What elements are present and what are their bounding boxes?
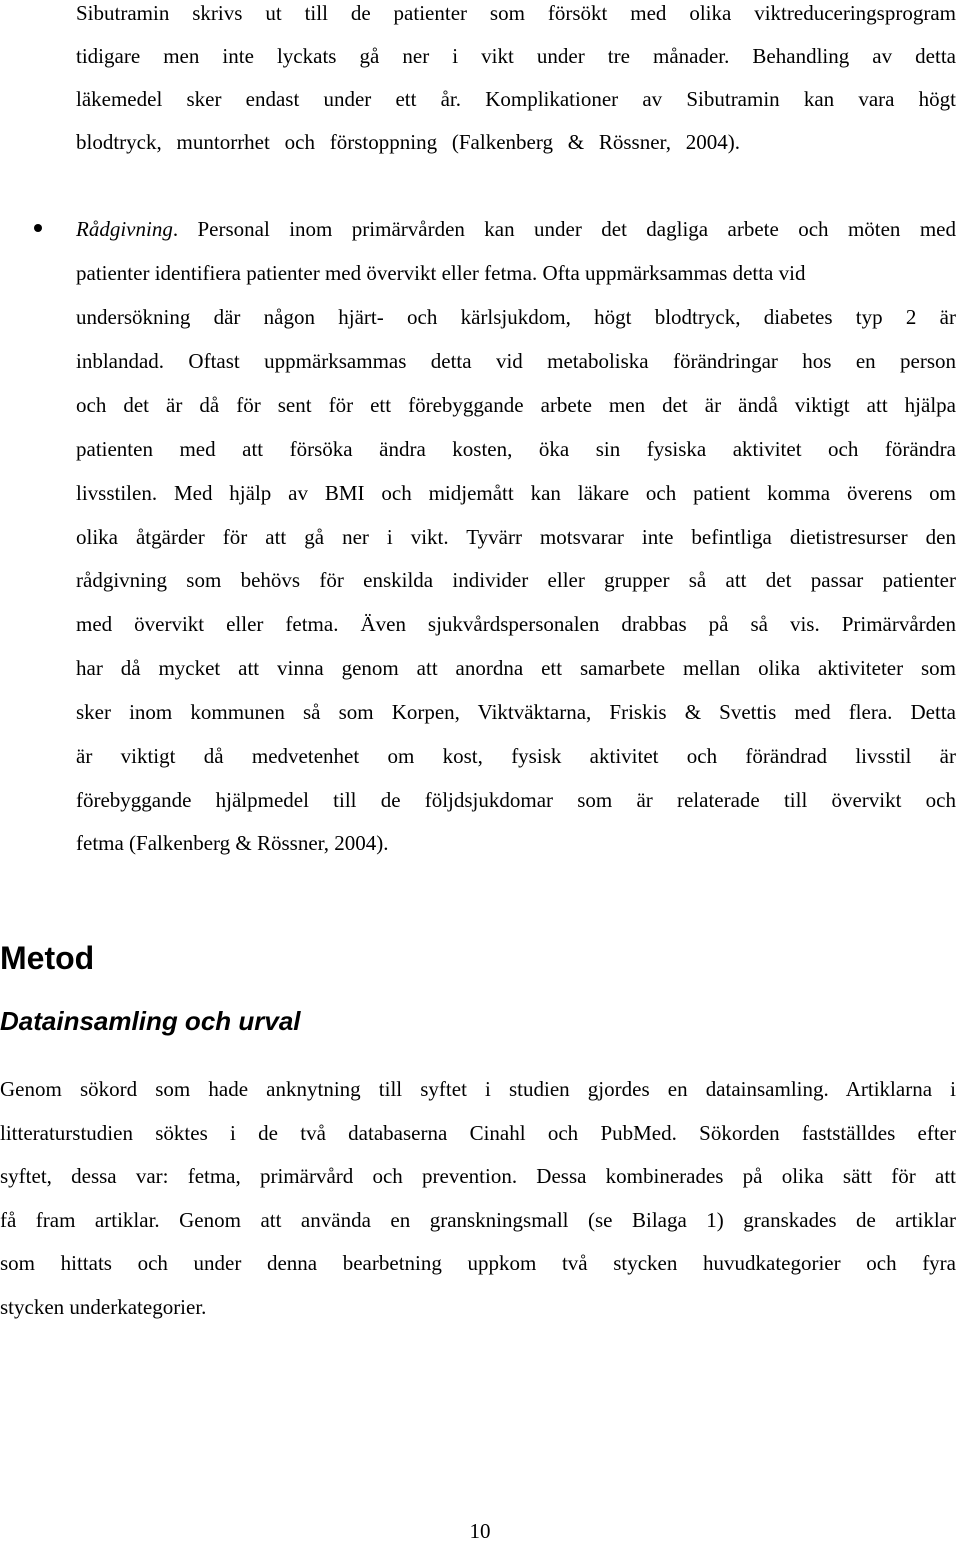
- bullet-first-line-text: . Personal inom primärvården kan under det dagliga arbete och möten med: [172, 217, 956, 241]
- text-line: undersökning där någon hjärt- och kärlsjukdom, högt blodtryck, diabetes typ 2 är: [76, 305, 956, 329]
- text-line: Genom sökord som hade anknytning till syftet i studien gjordes en datainsamling. Artiklarna i: [0, 1077, 956, 1101]
- page-number: 10: [469, 1519, 491, 1543]
- text-line: har då mycket att vinna genom att anordna ett samarbete mellan olika aktiviteter som: [76, 656, 956, 680]
- section-heading: Metod: [0, 940, 95, 976]
- text-line: patienten med att försöka ändra kosten, öka sin fysiska aktivitet och förändra: [76, 437, 956, 461]
- bullet-first-line: [76, 216, 956, 242]
- text-line: syftet, dessa var: fetma, primärvård och prevention. Dessa kombinerades på olika sätt för att: [0, 1164, 956, 1188]
- text-line: är viktigt då medvetenhet om kost, fysisk aktivitet och förändrad livsstil är: [76, 744, 956, 768]
- bullet-dot-icon: [34, 224, 42, 232]
- text-line: rådgivning som behövs för enskilda individer eller grupper så att det passar patienter: [76, 568, 956, 592]
- text-line: sker inom kommunen så som Korpen, Viktväktarna, Friskis & Svettis med flera. Detta: [76, 700, 956, 724]
- text-line: förebyggande hjälpmedel till de följdsjukdomar som är relaterade till övervikt och: [76, 788, 956, 812]
- text-line: fetma (Falkenberg & Rössner, 2004).: [76, 831, 389, 855]
- text-line: livsstilen. Med hjälp av BMI och midjemått kan läkare och patient komma överens om: [76, 481, 956, 505]
- text-line: Sibutramin skrivs ut till de patienter som försökt med olika viktreduceringsprogram: [76, 1, 956, 25]
- bullet-term: Rådgivning: [76, 217, 173, 241]
- text-line: tidigare men inte lyckats gå ner i vikt under tre månader. Behandling av detta: [76, 44, 956, 68]
- text-line: blodtryck, muntorrhet och förstoppning (Falkenberg & Rössner, 2004).: [76, 130, 740, 154]
- text-line: patienter identifiera patienter med övervikt eller fetma. Ofta uppmärksammas detta vid: [76, 261, 806, 285]
- text-line: inblandad. Oftast uppmärksammas detta vid metaboliska förändringar hos en person: [76, 349, 956, 373]
- text-line: stycken underkategorier.: [0, 1295, 207, 1319]
- text-line: med övervikt eller fetma. Även sjukvårdspersonalen drabbas på så vis. Primärvården: [76, 612, 956, 636]
- text-line: och det är då för sent för ett förebyggande arbete men det är ändå viktigt att hjälpa: [76, 393, 956, 417]
- text-line: litteraturstudien söktes i de två databaserna Cinahl och PubMed. Sökorden fastställdes efter: [0, 1121, 956, 1145]
- text-line: olika åtgärder för att gå ner i vikt. Tyvärr motsvarar inte befintliga dietistresurser den: [76, 525, 956, 549]
- text-line: läkemedel sker endast under ett år. Komplikationer av Sibutramin kan vara högt: [76, 87, 956, 111]
- text-line: få fram artiklar. Genom att använda en granskningsmall (se Bilaga 1) granskades de artiklar: [0, 1208, 956, 1232]
- subsection-heading: Datainsamling och urval: [0, 1006, 301, 1036]
- text-line: som hittats och under denna bearbetning uppkom två stycken huvudkategorier och fyra: [0, 1251, 956, 1275]
